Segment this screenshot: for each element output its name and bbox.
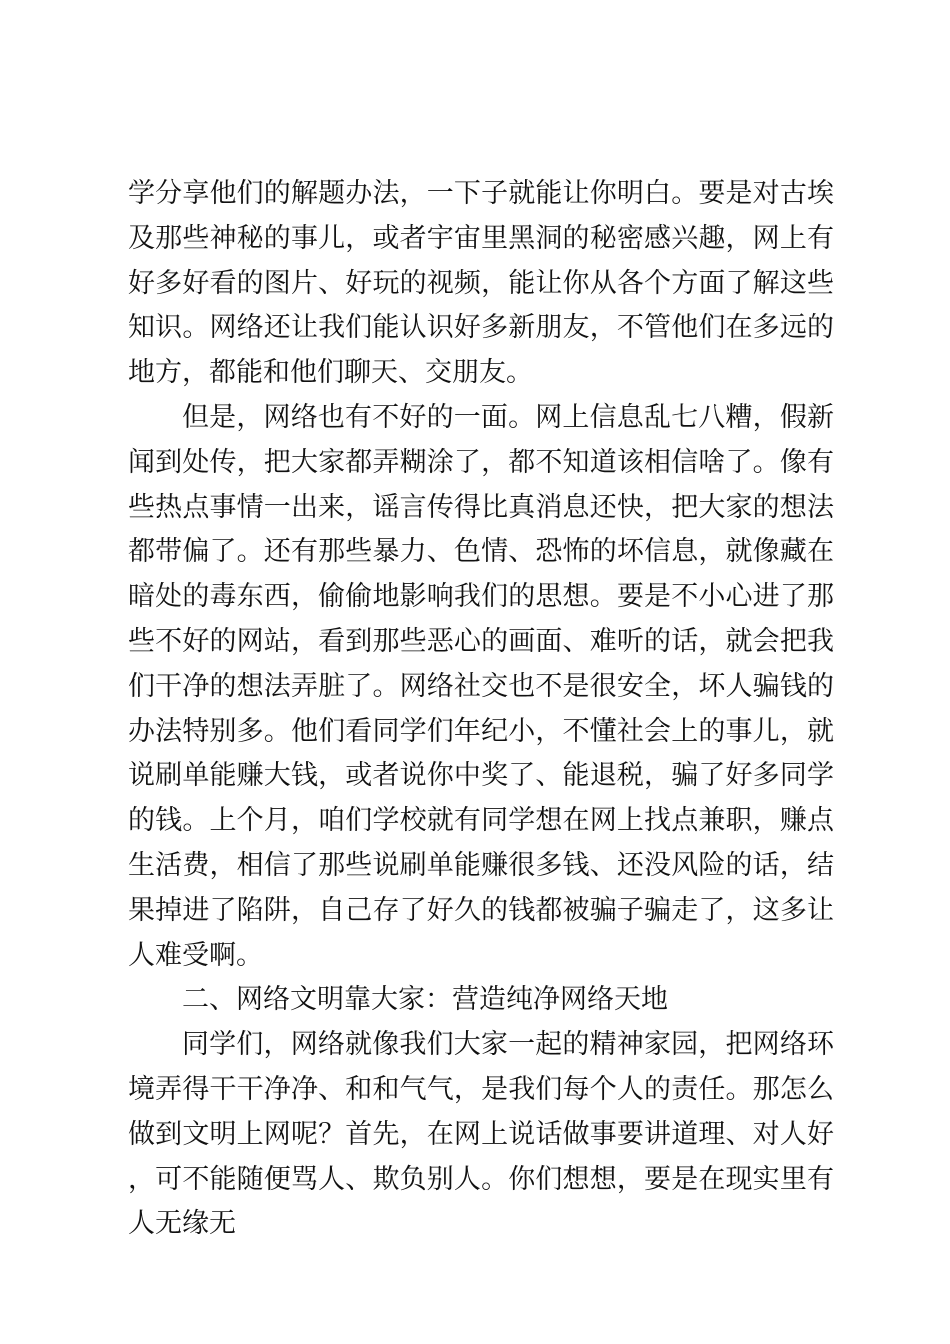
paragraph-internet-downsides: 但是，网络也有不好的一面。网上信息乱七八糟，假新闻到处传，把大家都弄糊涂了，都不知道该相信啥了。像有些热点事情一出来，谣言传得比真消息还快，把大家的想法都带偏了。还有那些暴力、色情、恐怖的坏信息，就像藏在暗处的毒东西，偷偷地影响我们的思想。要是不小心进了那些不好的网站，看到那些恶心的画面、难听的话，就会把我们干净的想法弄脏了。网络社交也不是很安全，坏人骗钱的办法特别多。他们看同学们年纪小，不懂社会上的事儿，就说刷单能赚大钱，或者说你中奖了、能退税，骗了好多同学的钱。上个月，咱们学校就有同学想在网上找点兼职，赚点生活费，相信了那些说刷单能赚很多钱、还没风险的话，结果掉进了陷阱，自己存了好久的钱都被骗子骗走了，这多让人难受啊。 — [128, 401, 834, 971]
paragraph-continuation: 学分享他们的解题办法，一下子就能让你明白。要是对古埃及那些神秘的事儿，或者宇宙里黑洞的秘密感兴趣，网上有好多好看的图片、好玩的视频，能让你从各个方面了解这些知识。网络还让我们能认识好多新朋友，不管他们在多远的地方，都能和他们聊天、交朋友。 — [128, 178, 834, 389]
section-heading: 二、网络文明靠大家：营造纯净网络天地 — [182, 984, 668, 1016]
paragraph-civilized-internet: 同学们，网络就像我们大家一起的精神家园，把网络环境弄得干干净净、和和气气，是我们每个人的责任。那怎么做到文明上网呢？首先，在网上说话做事要讲道理、对人好，可不能随便骂人、欺负别人。你们想想，要是在现实里有人无缘无 — [128, 1029, 834, 1240]
document-body — [128, 172, 834, 1247]
